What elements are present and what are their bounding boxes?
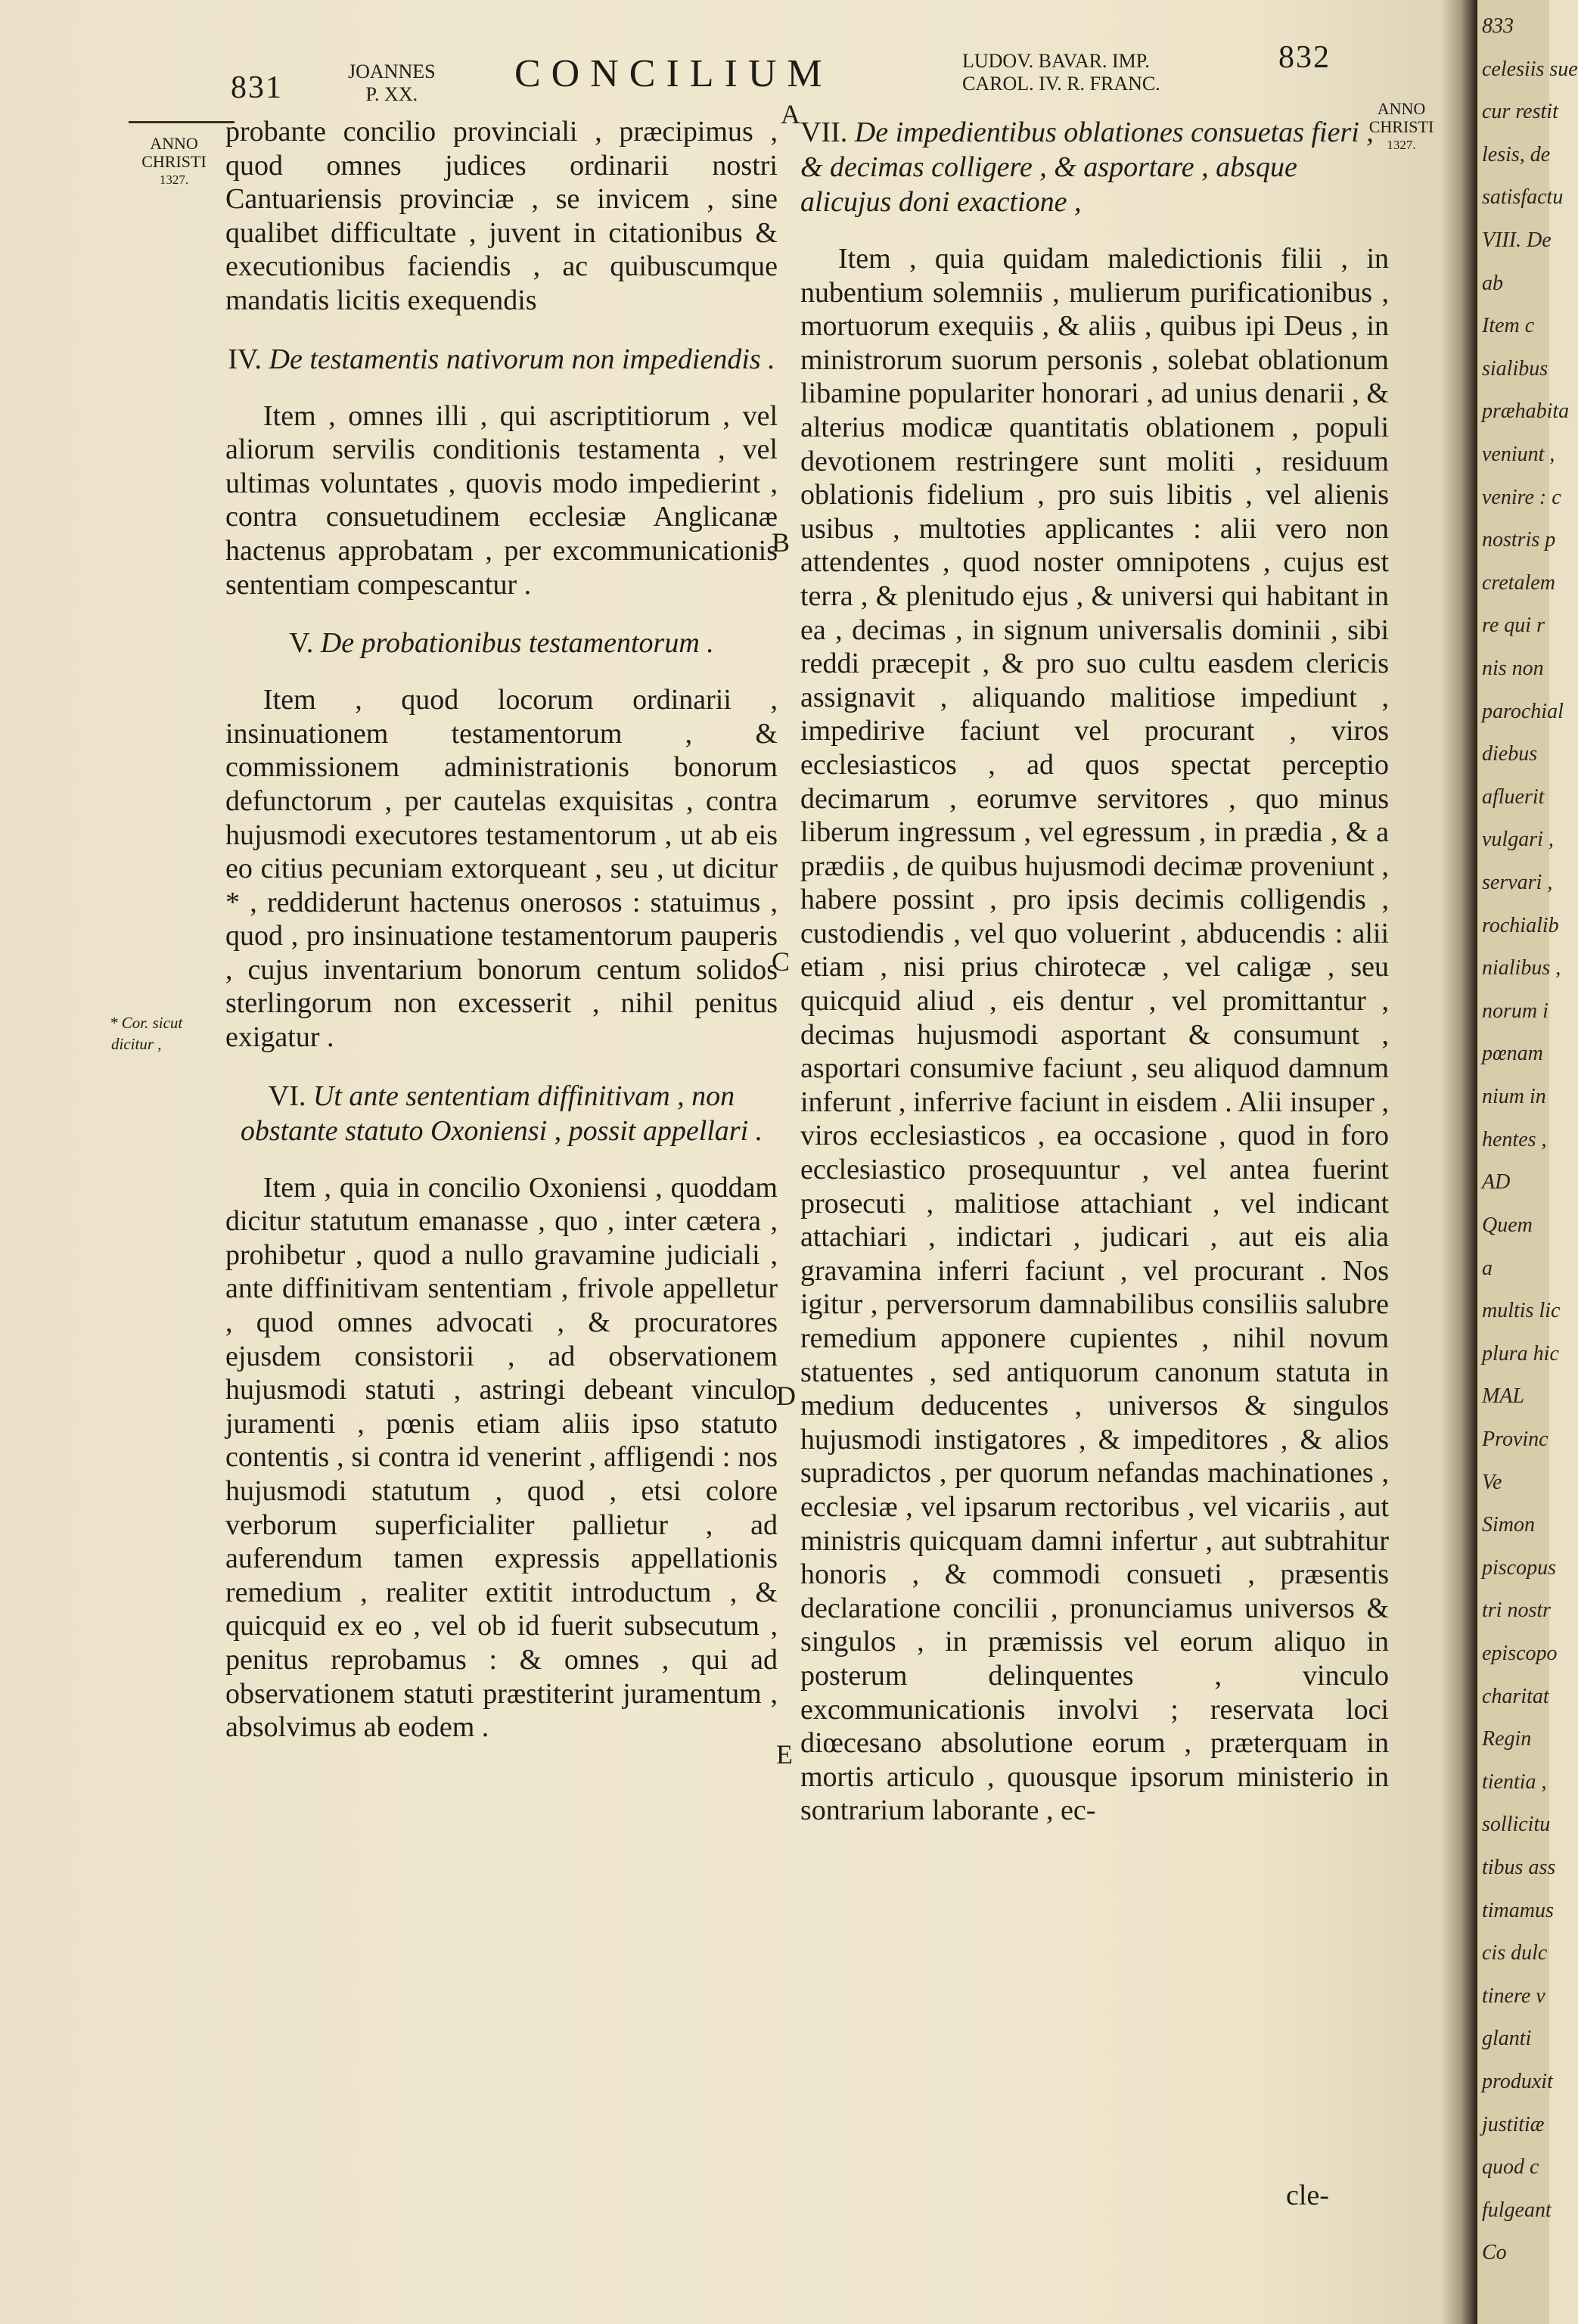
adjacent-page-fragment: hentes ,: [1482, 1127, 1547, 1151]
adjacent-page-fragment: episcopo: [1482, 1641, 1558, 1665]
adjacent-page-fragment: Co: [1482, 2241, 1507, 2265]
adjacent-page-fragment: tri nostr: [1482, 1599, 1552, 1623]
section-letter: B: [772, 527, 791, 558]
header-rule: [129, 121, 235, 123]
adjacent-page-fragment: servari ,: [1482, 871, 1553, 895]
adjacent-page-fragment: pœnam: [1482, 1042, 1543, 1066]
adjacent-page-fragment: tientia ,: [1482, 1769, 1547, 1794]
left-column: [225, 115, 778, 1745]
section-letter: E: [776, 1739, 793, 1769]
adjacent-page-fragment: diebus: [1482, 742, 1538, 766]
paragraph: probante concilio provinciali , præcipimus , quod omnes judices ordinarii nostri Cantuariensis provinciæ , se invicem , sine qualibet difficultate , juvent in citationibus & executionibus faciendis , ac quibuscumque mandatis licitis exequendis: [225, 116, 778, 316]
heading-text: De testamentis nativorum non impediendis .: [269, 343, 775, 375]
anno-label: ANNO: [150, 134, 198, 153]
heading-text: De probationibus testamentorum .: [320, 627, 714, 660]
note-line: dicitur ,: [111, 1035, 162, 1053]
christi-label: CHRISTI: [141, 152, 207, 171]
adjacent-page-fragment: Regin: [1482, 1727, 1532, 1751]
adjacent-page-fragment: cur restit: [1482, 100, 1558, 124]
running-title-right: [962, 50, 1160, 95]
running-title-left-line2: P. XX.: [365, 83, 418, 105]
adjacent-page-fragment: nialibus ,: [1482, 956, 1561, 980]
adjacent-page-fragment: timamus: [1482, 1898, 1554, 1922]
adjacent-page-fragment: piscopus: [1482, 1555, 1556, 1580]
adjacent-page-fragment: celesiis sue: [1482, 57, 1578, 81]
section-heading: [225, 1079, 778, 1148]
paragraph: Item , quia in concilio Oxoniensi , quoddam dicitur statutum emanasse , quo , inter cætera , prohibetur , quod a nullo gravamine judiciali , ante diffinitivam sententiam , frivole appelletur , quod omnes advocati , & procuratores ejusdem consistorii , ad observationem hujusmodi statuti , astringi debeant vinculo juramenti , pœnis etiam aliis ipso statuto contentis , si contra id venerint , affligendi : nos hujusmodi statutum , quod , etsi colore verborum superficialiter pallietur , ad auferendum tamen expressis appellationis remedium , realiter extitit introductum , & quicquid ex eo , vel ob id fuerit subsecutum , penitus reprobamus : & omnes , qui ad observationem statuti præstiterint juramentum , absolvimus ab eodem .: [225, 1171, 778, 1744]
year-label: 1327.: [1387, 138, 1416, 152]
adjacent-page-fragment: tibus ass: [1482, 1855, 1556, 1879]
adjacent-page-fragment: 833: [1482, 14, 1514, 38]
adjacent-page-fragment: norum i: [1482, 999, 1548, 1023]
adjacent-page-fragment: AD: [1482, 1170, 1511, 1195]
adjacent-page-fragment: cis dulc: [1482, 1941, 1548, 1965]
adjacent-page-edge: [1477, 0, 1578, 2324]
adjacent-page-fragment: charitat: [1482, 1684, 1549, 1708]
adjacent-page-fragment: lesis, de: [1482, 142, 1551, 166]
section-heading: [225, 626, 778, 660]
adjacent-page-fragment: produxit: [1482, 2069, 1553, 2093]
catchword: cle-: [1286, 2180, 1329, 2211]
running-title-center: CONCILIUM: [514, 52, 833, 95]
year-label: 1327.: [159, 172, 189, 187]
note-line: * Cor. sicut: [110, 1014, 183, 1032]
running-title-right-line1: LUDOV. BAVAR. IMP.: [962, 50, 1150, 72]
paragraph: Item , quod locorum ordinarii , insinuationem testamentorum , & commissionem administrationis bonorum defunctorum , per cautelas exquisitas , contra hujusmodi executores testamentorum , ut ab eis eo citius pecuniam extorqueant , seu , ut dicitur * , reddiderunt hactenus onerosos : statuimus , quod , pro insinuatione testamentorum pauperis , cujus inventarium bonorum centum solidos sterlingorum non excesserit , nihil penitus exigatur .: [225, 684, 778, 1054]
heading-text: De impedientibus oblationes consuetas fieri , & decimas colligere , & asportare , absque alicujus doni exactione ,: [800, 117, 1374, 218]
paragraph: Item , quia quidam maledictionis filii , in nubentium solemniis , mulierum purificationibus , mortuorum exequiis , & aliis , quibus ipi Deus , in ministrorum suorum personis , solebat oblationum libamine populariter honorari , ad unius denarii , & alterius modicæ quantitatis oblationem , populi devotionem restringere sunt moliti , residuum oblationis fidelium , pro suis libitis , vel alienis usibus , multoties applicantes : alii vero non attendentes , quod noster omnipotens , cujus est terra , & plenitudo ejus , & universi qui habitant in ea , decimas , in signum universalis dominii , sibi reddi præcepit , & pro suo cultu easdem clericis assignavit , aliquando malitiose impediunt , impedirive faciunt vel procurant , viros ecclesiasticos , ad quos spectat perceptio decimarum , eorumve servitores , quo minus liberum ingressum , vel egressum , in prædia , & a prædiis , de quibus hujusmodi decimæ proveniunt , habere possint , pro ipsis decimis colligendis , custodiendis , vel quo voluerint , abducendis : alii etiam , nisi prius chirotecæ , vel caligæ , seu quicquid aliud , eis dentur , vel promittantur , decimas hujusmodi asportant & consumunt , asportari consumive faciunt , seu aliquod damnum inferunt , inferrive faciunt in eisdem . Alii insuper , viros ecclesiasticos , ea occasione , quod in foro ecclesiastico prosequuntur , vel antea fuerint prosecuti , malitiose attachiant , vel indicant attachiari , indictari , judicari , aut eis alia gravamina inferri faciunt , vel procurant . Nos igitur , perversorum damnabilibus consiliis salubre remedium apponere cupientes , nihil novum statuentes , sed antiquorum canonum statuta in medium deducentes , universos & singulos hujusmodi instigatores , & impeditores , & alios supradictos , per quorum nefandas machinationes , ecclesiæ , vel ipsarum rectoribus , vel vicariis , aut ministris quicquam damni infertur , aut subtrahitur honoris , & commodi consueti , præsentis declaratione concilii , pronunciamus universos & singulos , in præmissis vel eorum aliquo in posterum delinquentes , vinculo excommunicationis involvi ; reservata loci diœcesano absolutione eorum , præterquam in mortis articulo , quousque ipsorum ministerio in sontrarium laborante , ec-: [800, 243, 1389, 1827]
paragraph: Item , omnes illi , qui ascriptitiorum , vel aliorum servilis conditionis testamenta , vel ultimas voluntates , quovis modo impedierint , contra consuetudinem ecclesiæ Anglicanæ hactenus approbatam , per excommunicationis sententiam compescantur .: [225, 399, 778, 601]
adjacent-page-fragment: Provinc: [1482, 1427, 1548, 1451]
anno-christi-left: [129, 135, 219, 189]
adjacent-page-fragment: glanti: [1482, 2027, 1532, 2051]
adjacent-page-fragment: rochialib: [1482, 913, 1559, 937]
adjacent-page-fragment: vulgari ,: [1482, 828, 1554, 852]
section-heading: [800, 115, 1389, 219]
adjacent-page-fragment: VIII. De: [1482, 228, 1552, 253]
adjacent-page-fragment: venire : c: [1482, 485, 1561, 509]
heading-number: V.: [289, 627, 314, 660]
page-number-left: 831: [231, 70, 283, 105]
adjacent-page-fragment: nostris p: [1482, 528, 1556, 552]
adjacent-page-fragment: multis lic: [1482, 1299, 1561, 1323]
adjacent-page-fragment: Item c: [1482, 314, 1535, 338]
adjacent-page-fragment: nium in: [1482, 1085, 1546, 1109]
adjacent-page-fragment: MAL: [1482, 1384, 1524, 1409]
adjacent-page-fragment: fulgeant: [1482, 2198, 1552, 2222]
adjacent-page-fragment: tinere v: [1482, 1984, 1545, 2008]
section-heading: [225, 342, 778, 377]
adjacent-page-fragment: veniunt ,: [1482, 443, 1555, 467]
right-column: [800, 115, 1389, 1828]
adjacent-page-fragment: plura hic: [1482, 1341, 1559, 1366]
running-title-left: [348, 61, 436, 106]
margin-note-correction: [110, 1012, 223, 1055]
anno-label: ANNO: [1377, 99, 1426, 118]
adjacent-page-fragment: quod c: [1482, 2155, 1539, 2180]
adjacent-page-fragment: cretalem: [1482, 570, 1555, 595]
adjacent-page-fragment: satisfactu: [1482, 185, 1564, 210]
adjacent-page-fragment: Ve: [1482, 1470, 1502, 1494]
adjacent-page-fragment: sialibus: [1482, 356, 1548, 381]
adjacent-page-fragment: nis non: [1482, 657, 1544, 681]
christi-label: CHRISTI: [1368, 117, 1434, 136]
section-letter: D: [776, 1381, 796, 1411]
heading-number: VI.: [268, 1080, 306, 1112]
section-letter: A: [781, 99, 800, 129]
adjacent-page-fragment: Quem: [1482, 1213, 1533, 1237]
section-letter: C: [772, 946, 791, 977]
adjacent-page-fragment: re qui r: [1482, 614, 1545, 638]
adjacent-page-fragment: justitiæ: [1482, 2112, 1545, 2136]
adjacent-page-fragment: ab: [1482, 271, 1503, 295]
heading-text: Ut ante sententiam diffinitivam , non obstante statuto Oxoniensi , possit appellari .: [240, 1080, 763, 1147]
heading-number: IV.: [228, 343, 262, 375]
adjacent-page-fragment: Simon: [1482, 1513, 1535, 1537]
running-title-left-line1: JOANNES: [348, 61, 436, 82]
running-title-right-line2: CAROL. IV. R. FRANC.: [962, 73, 1160, 95]
page-number-right: 832: [1278, 40, 1331, 75]
adjacent-page-fragment: a: [1482, 1256, 1493, 1280]
adjacent-page-fragment: præhabita: [1482, 399, 1570, 424]
adjacent-page-fragment: parochial: [1482, 699, 1564, 723]
adjacent-page-fragment: afluerit: [1482, 785, 1545, 809]
book-gutter-shadow: [1441, 0, 1477, 2324]
heading-number: VII.: [800, 117, 848, 148]
adjacent-page-fragment: sollicitu: [1482, 1813, 1551, 1837]
